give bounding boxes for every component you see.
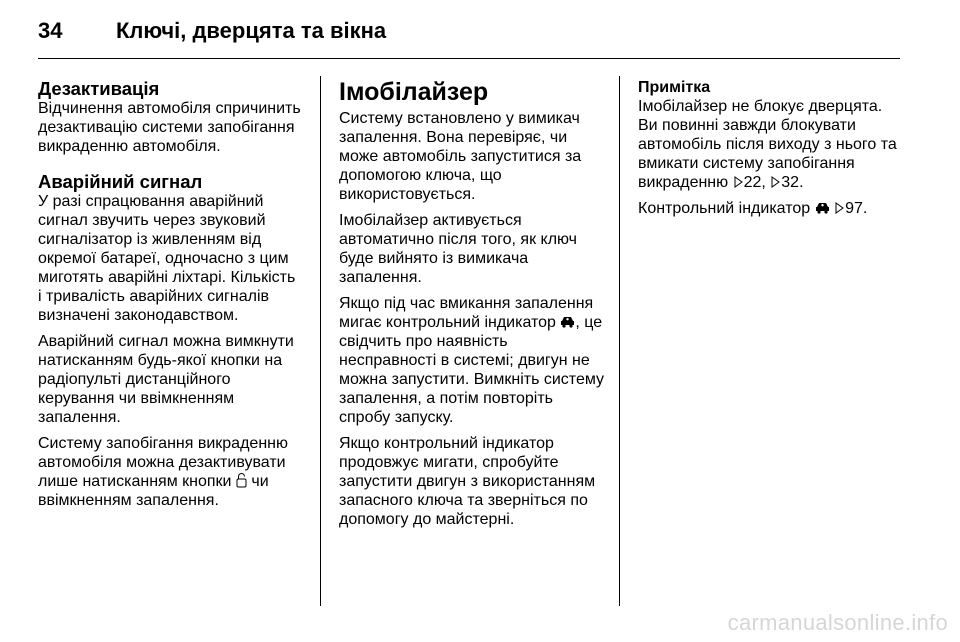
indicator-text: Контрольний індикатор (638, 200, 815, 217)
immobilizer-paragraph-1: Систему встановлено у вимикач запалення. Вона перевіряє, чи може автомобіль запуститися за допомогою ключа, що використовується. (339, 110, 582, 203)
alarm-p3-text-b: чи ввімкненням запалення. (38, 473, 269, 509)
immobilizer-paragraph-2: Імобілайзер активується автоматично після того, як ключ буде вийнято із вимикача запалення. (339, 212, 578, 286)
note-text-body: Імобілайзер не блокує дверцята. Ви повинні завжди блокувати автомобіль після виходу з нього та вмикати систему запобігання викраденню (638, 98, 897, 191)
note-title: Примітка (638, 79, 711, 96)
alarm-paragraph-2: Аварійний сигнал можна вимкнути натисканням будь-якої кнопки на радіопульті дистанційного керування чи ввімкненням запалення. (38, 333, 294, 426)
column-left (38, 78, 313, 517)
note-text (638, 97, 904, 192)
immobilizer-car-key-icon (815, 200, 830, 214)
header-rule (38, 58, 900, 59)
page-reference-arrow-icon (733, 176, 744, 188)
immobilizer-p3-text-b: , це свідчить про наявність несправності в системі; двигун не можна запустити. Вимкніть систему запалення, а потім повторіть спробу запуску. (339, 314, 605, 426)
column-right (638, 78, 904, 225)
alarm-p3-text-a: Систему запобігання викраденню автомобіля можна дезактивувати лише натисканням кнопки (38, 435, 288, 490)
immobilizer-paragraph-3 (339, 294, 607, 427)
note-ref-1[interactable]: 22 (743, 174, 762, 191)
immobilizer-p3-text-a: Якщо під час вмикання запалення мигає контрольний індикатор (339, 295, 594, 331)
page-title: Ключі, дверцята та вікна (116, 18, 387, 43)
indicator-end: . (862, 200, 868, 217)
immobilizer-heading: Імобілайзер (339, 78, 489, 106)
indicator-reference (638, 199, 904, 218)
deactivation-text: Відчинення автомобіля спричинить дезактивацію системи запобігання викраденню автомобіля. (38, 100, 301, 155)
indicator-ref[interactable]: 97 (845, 200, 863, 217)
column-divider-2 (619, 76, 620, 606)
immobilizer-paragraph-4: Якщо контрольний індикатор продовжує мигати, спробуйте запустити двигун з використанням запасного ключа та зверніться по допомогу до майстерні. (339, 435, 596, 528)
page-reference-arrow-icon (834, 202, 845, 214)
alarm-paragraph-3 (38, 434, 313, 510)
note-ref-2[interactable]: 32 (781, 174, 800, 191)
immobilizer-car-key-icon (560, 314, 575, 328)
note-end: . (799, 174, 804, 191)
column-divider-1 (320, 76, 321, 606)
deactivation-heading: Дезактивація (38, 78, 160, 99)
alarm-heading: Аварійний сигнал (38, 171, 203, 192)
note-ref-separator: , (761, 174, 771, 191)
alarm-paragraph-1: У разі спрацювання аварійний сигнал звучить через звуковий сигналізатор із живленням від окремої батареї, одночасно з цим миготять аварійні ліхтарі. Кількість і тривалість аварійних сигналів визначені законодавством. (38, 193, 296, 324)
column-middle (339, 78, 607, 536)
page-reference-arrow-icon (770, 176, 781, 188)
unlock-remote-button-icon (236, 472, 247, 488)
page-number: 34 (38, 18, 63, 43)
watermark: carmanualsonline.info (727, 610, 948, 635)
